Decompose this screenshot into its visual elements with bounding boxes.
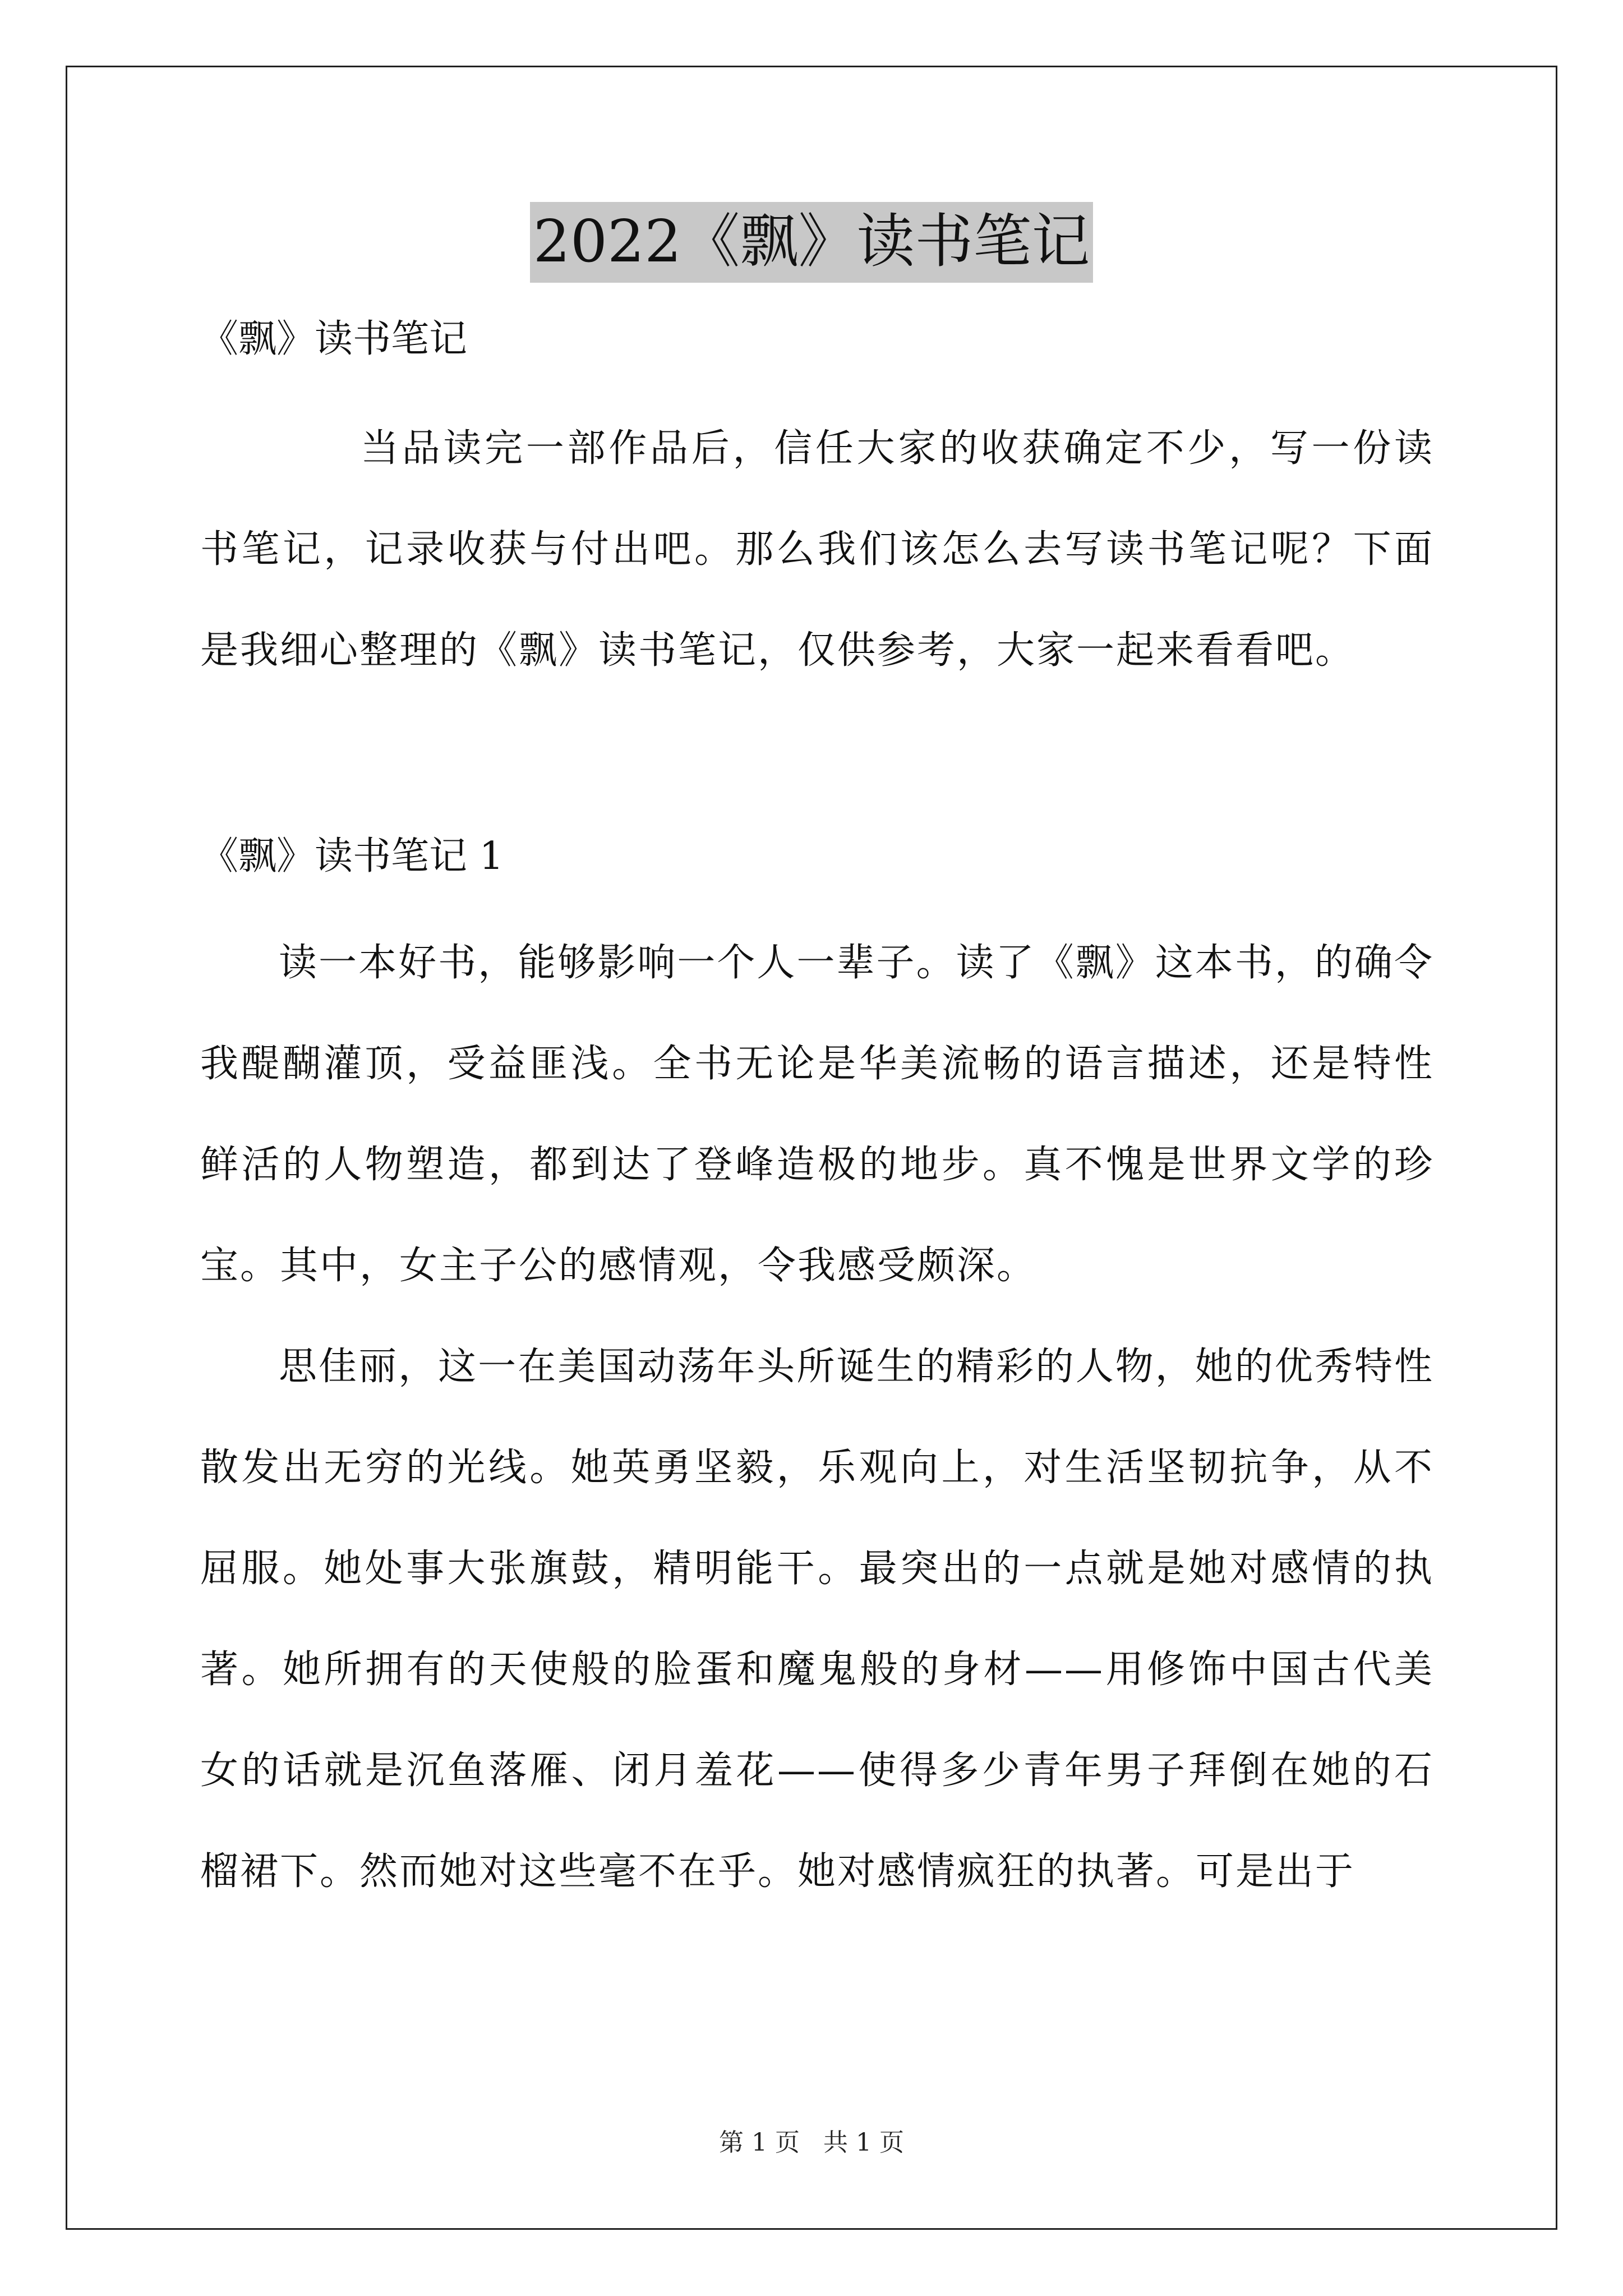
section-heading: 《飘》读书笔记 1 bbox=[200, 834, 504, 878]
document-title: 2022《飘》读书笔记 bbox=[530, 202, 1094, 283]
body-paragraph-2: 思佳丽，这一在美国动荡年头所诞生的精彩的人物，她的优秀特性散发出无穷的光线。她英勇坚毅，乐观向上，对生活坚韧抗争，从不屈服。她处事大张旗鼓，精明能干。最突出的一点就是她对感情的执著。她所拥有的天使般的脸蛋和魔鬼般的身材——用修饰中国古代美女的话就是沉鱼落雁、闭月羞花——使得多少青年男子拜倒在她的石榴裙下。然而她对这些毫不在乎。她对感情疯狂的执著。可是出于 bbox=[200, 1345, 1434, 1894]
body-paragraph-1: 读一本好书，能够影响一个人一辈子。读了《飘》这本书，的确令我醍醐灌顶，受益匪浅。全书无论是华美流畅的语言描述，还是特性鲜活的人物塑造，都到达了登峰造极的地步。真不愧是世界文学的珍宝。其中，女主子公的感情观，令我感受颇深。 bbox=[200, 941, 1434, 1288]
document-body bbox=[200, 314, 1434, 1922]
title-container bbox=[0, 202, 1623, 283]
intro-paragraph: 当品读完一部作品后，信任大家的收获确定不少，写一份读书笔记，记录收获与付出吧。那么我们该怎么去写读书笔记呢？下面是我细心整理的《飘》读书笔记，仅供参考，大家一起来看看吧。 bbox=[200, 426, 1434, 673]
subtitle-heading: 《飘》读书笔记 bbox=[200, 317, 468, 361]
page-footer: 第 1 页 共 1 页 bbox=[719, 2128, 904, 2157]
